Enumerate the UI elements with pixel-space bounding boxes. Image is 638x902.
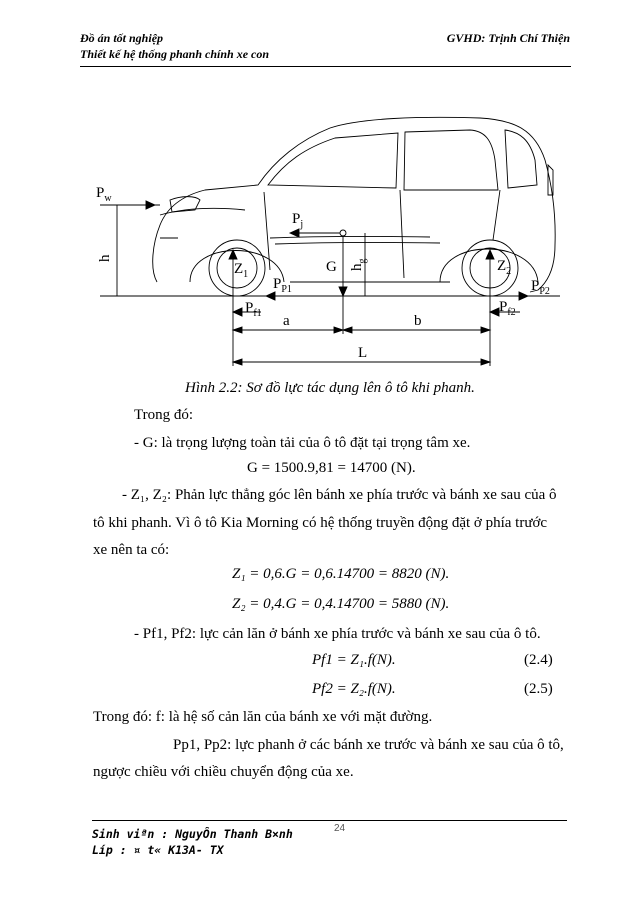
g-definition: - G: là trọng lượng toàn tải của ô tô đặt tại trọng tâm xe. (134, 435, 471, 451)
header-thesis-topic: Thiết kế hệ thống phanh chính xe con (80, 47, 270, 61)
pp-definition-line1: Pp1, Pp2: lực phanh ở các bánh xe trước và bánh xe sau của ô tô, (173, 737, 564, 753)
label-a: a (283, 313, 290, 329)
pf2-equation: Pf2 = Z₂.f(N). (312, 681, 396, 697)
label-pw: $P_w$ (96, 185, 112, 204)
label-z2: $Z_2$ (497, 258, 512, 277)
label-pp1: $P_{P1}$ (273, 276, 292, 295)
g-equation: G = 1500.9,81 = 14700 (N). (247, 460, 416, 476)
z-definition-line3: xe nên ta có: (93, 542, 170, 558)
footer-student: Sinh viªn : NguyÔn Thanh B×nh (92, 827, 293, 841)
page-number: 24 (334, 823, 346, 834)
intro-text: Trong đó: (134, 407, 194, 423)
z2-equation: Z₂ = 0,4.G = 0,4.14700 = 5880 (N). (232, 596, 450, 612)
force-arrows (100, 201, 528, 366)
label-g: G (326, 259, 337, 275)
pf-definition: - Pf1, Pf2: lực cản lăn ở bánh xe phía trước và bánh xe sau của ô tô. (134, 626, 541, 642)
z1-equation: Z₁ = 0,6.G = 0,6.14700 = 8820 (N). (232, 566, 450, 582)
pp-definition-line2: ngược chiều với chiều chuyển động của xe. (93, 764, 354, 780)
figure-caption: Hình 2.2: Sơ đồ lực tác dụng lên ô tô khi phanh. (185, 380, 475, 396)
pf1-equation: Pf1 = Z₁.f(N). (312, 652, 396, 668)
label-hg: $h_g$ (349, 258, 368, 271)
label-pf2: $P_{f2}$ (499, 299, 516, 318)
label-pj: $P_j$ (292, 211, 304, 230)
pf2-equation-number: (2.5) (524, 681, 553, 697)
z-definition-line2: tô khi phanh. Vì ô tô Kia Morning có hệ thống truyền động đặt ở phía trước (93, 515, 548, 531)
z-definition-line1: - Z₁, Z₂: Phản lực thẳng góc lên bánh xe phía trước và bánh xe sau của ô (122, 487, 557, 503)
header-project-title: Đồ án tốt nghiệp (80, 31, 164, 45)
footer-rule (92, 820, 567, 821)
label-pp2: $P_{P2}$ (531, 278, 550, 297)
car-braking-force-diagram (0, 0, 638, 380)
label-z1: $Z_1$ (234, 261, 249, 280)
f-definition: Trong đó: f: là hệ số cản lăn của bánh xe với mặt đường. (93, 709, 433, 725)
label-l: L (358, 345, 368, 361)
pf1-equation-number: (2.4) (524, 652, 553, 668)
label-h: h (97, 254, 113, 262)
header-supervisor: GVHD: Trịnh Chí Thiện (446, 31, 570, 45)
footer-class: Líp : ¤ t« K13A- TX (92, 843, 224, 857)
label-pf1: $P_{f1}$ (245, 300, 262, 319)
label-b: b (414, 313, 422, 329)
